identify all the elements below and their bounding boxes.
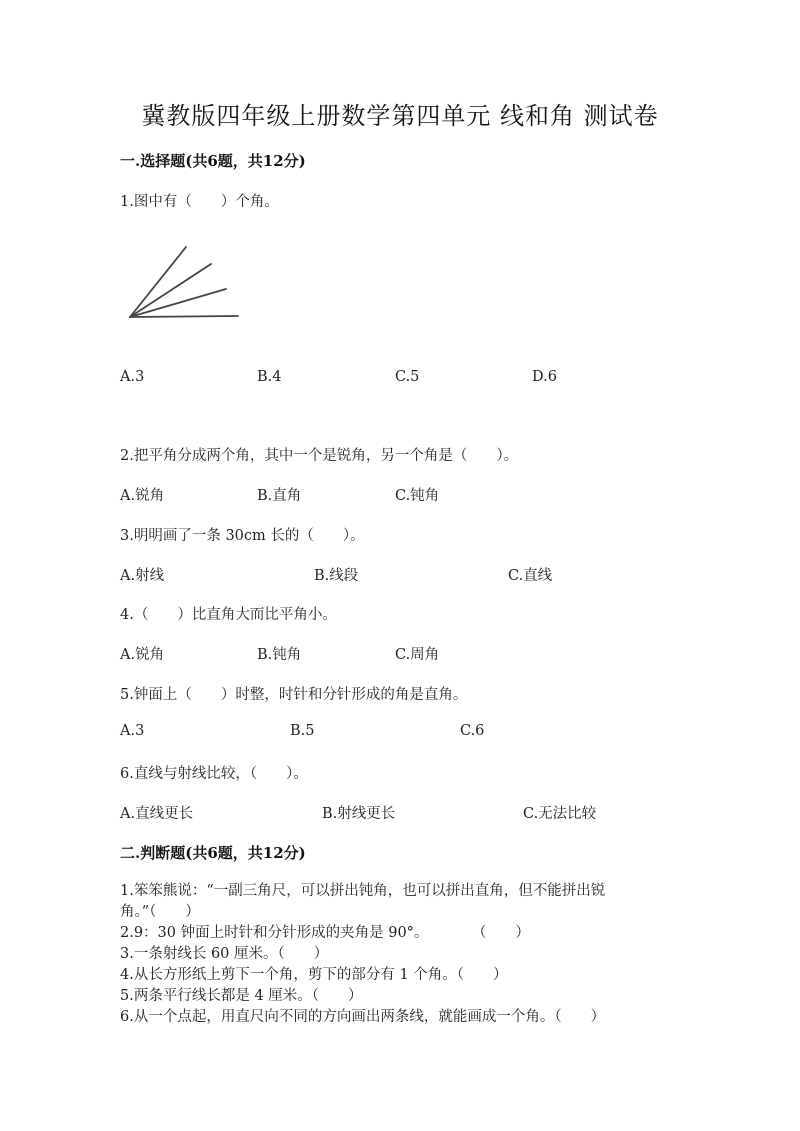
q2-option-b: B.直角 (257, 488, 302, 504)
q4-option-a: A.锐角 (120, 647, 165, 663)
q4-option-c: C.周角 (395, 647, 440, 663)
angle-figure (126, 244, 246, 324)
section-heading-judge: 二.判断题(共6题，共12分) (120, 844, 306, 862)
question-3: 3.明明画了一条 30cm 长的（ ）。 (120, 528, 365, 544)
q1-option-d: D.6 (532, 369, 557, 385)
judge-item-4: 4.从长方形纸上剪下一个角，剪下的部分有 1 个角。（ ） (120, 967, 508, 983)
q1-option-b: B.4 (257, 369, 282, 385)
question-4: 4.（ ）比直角大而比平角小。 (120, 607, 337, 623)
q2-option-a: A.锐角 (120, 488, 165, 504)
judge-item-3: 3.一条射线长 60 厘米。（ ） (120, 946, 329, 962)
q5-option-c: C.6 (460, 723, 485, 739)
judge-item-1: 1.笨笨熊说：“一副三角尺，可以拼出钝角，也可以拼出直角，但不能拼出锐 (120, 883, 606, 899)
question-2: 2.把平角分成两个角，其中一个是锐角，另一个角是（ ）。 (120, 448, 519, 464)
q3-option-a: A.射线 (120, 568, 165, 584)
q1-option-a: A.3 (120, 369, 145, 385)
q4-option-b: B.钝角 (257, 647, 302, 663)
ray-3 (130, 289, 226, 317)
judge-item-1-cont: 角。”（ ） (120, 904, 200, 920)
judge-item-6: 6.从一个点起，用直尺向不同的方向画出两条线，就能画成一个角。（ ） (120, 1009, 606, 1025)
page-title: 冀教版四年级上册数学第四单元 线和角 测试卷 (141, 102, 659, 130)
q5-option-b: B.5 (290, 723, 315, 739)
q5-option-a: A.3 (120, 723, 145, 739)
q6-option-c: C.无法比较 (523, 806, 597, 822)
q3-option-b: B.线段 (314, 568, 359, 584)
q1-option-c: C.5 (395, 369, 420, 385)
q2-option-c: C.钝角 (395, 488, 440, 504)
ray-1 (130, 247, 186, 317)
judge-item-2: 2.9：30 钟面上时针和分针形成的夹角是 90°。 （ ） (120, 925, 530, 941)
section-heading-choice: 一.选择题(共6题，共12分) (120, 152, 306, 170)
question-5: 5.钟面上（ ）时整，时针和分针形成的角是直角。 (120, 687, 468, 703)
ray-4 (130, 316, 238, 317)
question-1: 1.图中有（ ）个角。 (120, 194, 279, 210)
q6-option-b: B.射线更长 (322, 806, 396, 822)
q6-option-a: A.直线更长 (120, 806, 194, 822)
q3-option-c: C.直线 (508, 568, 553, 584)
ray-2 (130, 264, 211, 317)
judge-item-5: 5.两条平行线长都是 4 厘米。（ ） (120, 988, 363, 1004)
question-6: 6.直线与射线比较，（ ）。 (120, 766, 308, 782)
